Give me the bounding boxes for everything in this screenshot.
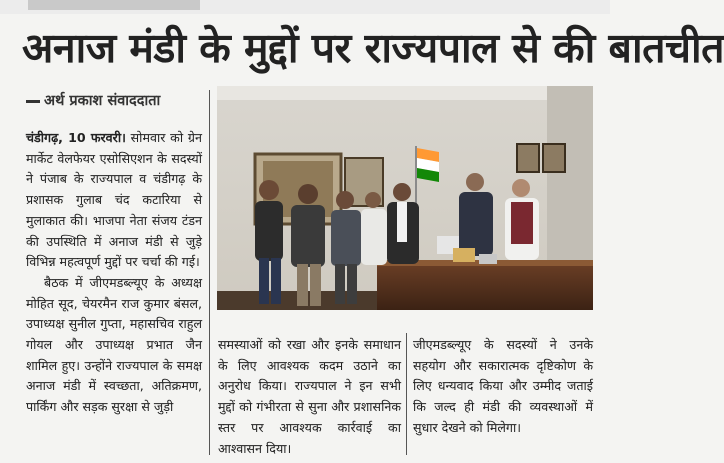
byline-text: अर्थ प्रकाश संवाददाता — [44, 93, 161, 109]
byline-marker — [26, 100, 40, 103]
paragraph-2: बैठक में जीएमडब्ल्यूए के अध्यक्ष मोहित सूद, चेयरमैन राज कुमार बंसल, उपाध्यक्ष सुनील गुप्ता, महासचिव राहुल गोयल और उपाध्यक्ष प्रभात जैन शामिल हुए। उन्होंने राज्यपाल के समक्ष अनाज मंडी में स्वच्छता, अतिक्रमण, पार्किंग और सड़क सुरक्षा से जुड़ी — [26, 274, 202, 415]
article-column-1 — [26, 128, 202, 418]
headline: अनाज मंडी के मुद्दों पर राज्यपाल से की बातचीत — [22, 24, 724, 72]
article-column-3 — [413, 335, 593, 439]
byline — [26, 90, 206, 110]
column-rule — [406, 333, 407, 455]
column-rule — [209, 90, 210, 455]
paragraph-4: जीएमडब्ल्यूए के सदस्यों ने उनके सहयोग और सकारात्मक दृष्टिकोण के लिए धन्यवाद किया और उम्मीद जताई कि जल्द ही मंडी की व्यवस्थाओं में सुधार देखने को मिलेगा। — [413, 337, 593, 435]
news-photo — [217, 86, 593, 310]
cropped-text-block — [28, 0, 200, 10]
paragraph-3: समस्याओं को रखा और इनके समाधान के लिए आवश्यक कदम उठाने का अनुरोध किया। राज्यपाल ने इन सभी मुद्दों को गंभीरता से सुना और प्रशासनिक स्तर पर आवश्यक कार्रवाई का आश्वासन दिया। — [218, 337, 401, 456]
photo-illustration — [217, 86, 593, 310]
previous-article-strip — [0, 0, 610, 14]
article-column-2 — [218, 335, 401, 459]
dateline: चंडीगढ़, 10 फरवरी। — [26, 130, 126, 145]
paragraph-1 — [26, 128, 202, 273]
paragraph-1-text: सोमवार को ग्रेन मार्केट वेलफेयर एसोसिएशन के सदस्यों ने पंजाब के राज्यपाल व चंडीगढ़ के प्रशासक गुलाब चंद कटारिया से मुलाकात की। भाजपा नेता संजय टंडन की उपस्थिति में अनाज मंडी से जुड़े विभिन्न महत्वपूर्ण मुद्दों पर चर्चा की गई। — [26, 130, 202, 270]
